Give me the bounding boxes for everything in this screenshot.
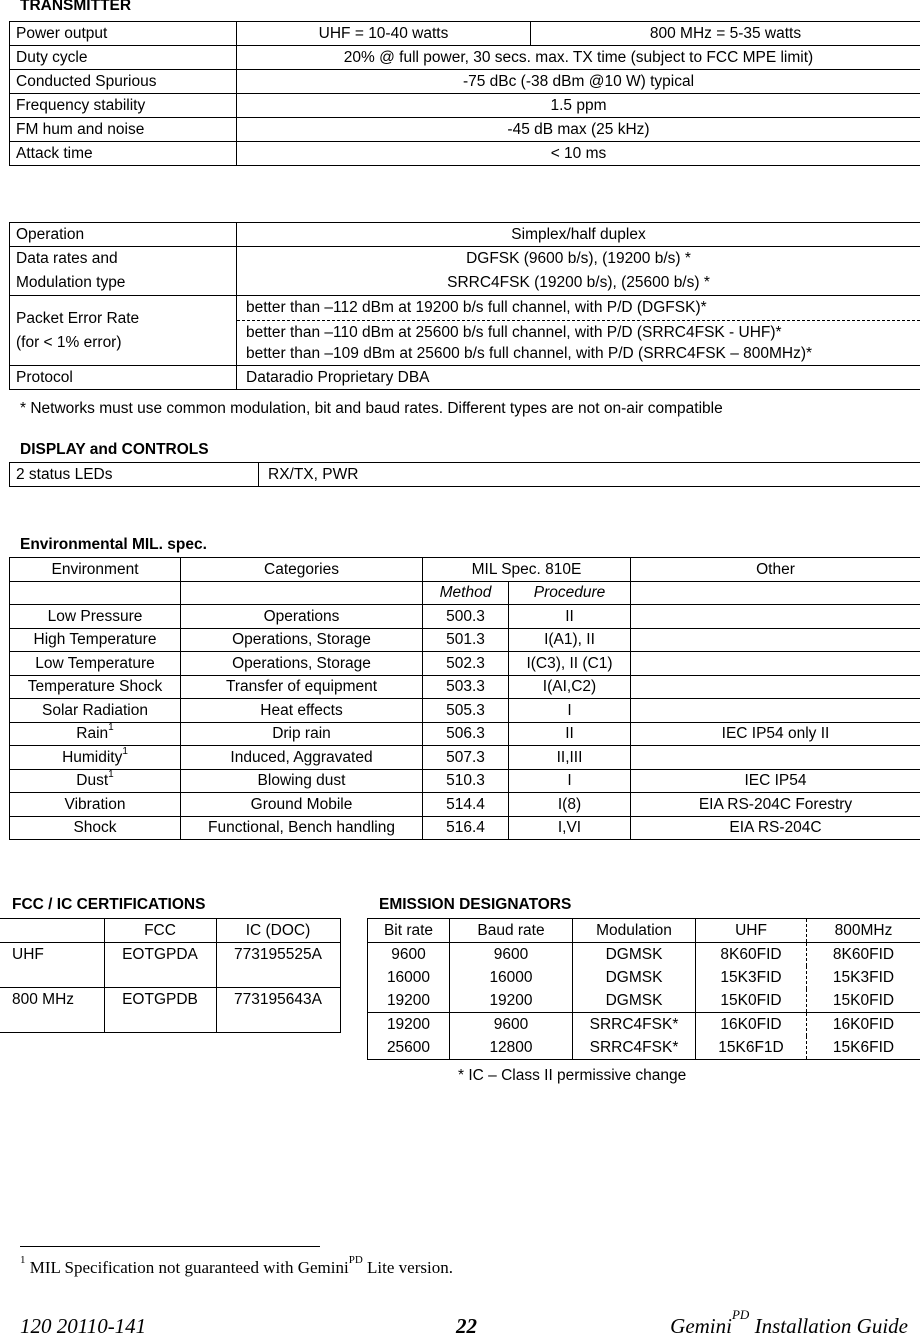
env-environment: Temperature Shock — [10, 675, 181, 699]
per-value-dgfsk: better than –112 dBm at 19200 b/s full channel, with P/D (DGFSK)* — [237, 296, 920, 321]
emission-uhf: 15K0FID — [696, 989, 807, 1013]
env-method: 503.3 — [423, 675, 509, 699]
env-method: 507.3 — [423, 746, 509, 770]
fcc-band: UHF — [0, 943, 104, 988]
spurious-label: Conducted Spurious — [10, 70, 237, 94]
env-environment: Shock — [10, 816, 181, 840]
env-header-environment: Environment — [10, 558, 181, 582]
emission-800mhz: 16K0FID — [807, 1013, 920, 1037]
env-category: Functional, Bench handling — [181, 816, 423, 840]
protocol-label: Protocol — [10, 366, 237, 390]
emission-header-baudrate: Baud rate — [450, 919, 573, 943]
env-procedure: I,VI — [509, 816, 631, 840]
table-row — [10, 296, 920, 321]
table-row — [368, 943, 920, 967]
table-row — [10, 142, 920, 166]
emission-bitrate: 16000 — [368, 966, 450, 989]
emission-modulation: DGMSK — [573, 966, 696, 989]
emission-uhf: 8K60FID — [696, 943, 807, 967]
table-row — [10, 581, 920, 605]
env-method: 510.3 — [423, 769, 509, 793]
page-number: 22 — [456, 1314, 477, 1339]
env-header-other: Other — [631, 558, 920, 582]
table-row — [368, 966, 920, 989]
environmental-table — [9, 557, 920, 840]
table-row — [10, 628, 920, 652]
env-procedure: I(AI,C2) — [509, 675, 631, 699]
env-category: Operations, Storage — [181, 628, 423, 652]
table-row — [10, 675, 920, 699]
duty-cycle-label: Duty cycle — [10, 46, 237, 70]
emission-baudrate: 16000 — [450, 966, 573, 989]
doc-number: 120 20110-141 — [20, 1314, 146, 1339]
env-other — [631, 652, 920, 676]
env-method: 516.4 — [423, 816, 509, 840]
footnote-divider — [20, 1246, 320, 1247]
per-value-srrc-800: better than –109 dBm at 25600 b/s full channel, with P/D (SRRC4FSK – 800MHz)* — [246, 343, 914, 364]
env-other: EIA RS-204C Forestry — [631, 793, 920, 817]
table-row — [10, 699, 920, 723]
env-other — [631, 746, 920, 770]
emission-header-800mhz: 800MHz — [807, 919, 920, 943]
env-header-procedure: Procedure — [509, 581, 631, 605]
table-row — [0, 988, 340, 1033]
table-row — [10, 558, 920, 582]
fcc-header-ic: IC (DOC) — [216, 919, 340, 943]
ic-id: 773195525A — [216, 943, 340, 988]
env-environment: Dust$^1$ — [10, 769, 181, 793]
env-header-categories: Categories — [181, 558, 423, 582]
env-header-method: Method — [423, 581, 509, 605]
table-row — [10, 22, 920, 46]
env-procedure: II — [509, 722, 631, 746]
env-procedure: II — [509, 605, 631, 629]
table-row — [10, 94, 920, 118]
table-row — [10, 247, 920, 296]
table-row — [368, 1013, 920, 1037]
env-environment: Vibration — [10, 793, 181, 817]
operation-label: Operation — [10, 223, 237, 247]
emission-uhf: 15K3FID — [696, 966, 807, 989]
fm-hum-value: -45 dB max (25 kHz) — [237, 118, 920, 142]
fcc-table — [0, 918, 341, 1033]
transmitter-table — [9, 21, 920, 166]
env-other: IEC IP54 only II — [631, 722, 920, 746]
networks-note: * Networks must use common modulation, bit and baud rates. Different types are not on-air compatible — [20, 400, 723, 418]
emission-800mhz: 15K3FID — [807, 966, 920, 989]
emission-header-modulation: Modulation — [573, 919, 696, 943]
emission-bitrate: 25600 — [368, 1036, 450, 1060]
env-other — [631, 605, 920, 629]
env-environment: Humidity$^1$ — [10, 746, 181, 770]
fcc-id: EOTGPDB — [104, 988, 216, 1033]
env-procedure: I(8) — [509, 793, 631, 817]
emission-note: * IC – Class II permissive change — [458, 1067, 686, 1085]
display-table — [9, 462, 920, 487]
env-environment: Low Temperature — [10, 652, 181, 676]
env-method: 514.4 — [423, 793, 509, 817]
table-row — [10, 793, 920, 817]
table-row — [10, 70, 920, 94]
emission-modulation: SRRC4FSK* — [573, 1013, 696, 1037]
duty-cycle-value: 20% @ full power, 30 secs. max. TX time (subject to FCC MPE limit) — [237, 46, 920, 70]
ic-id: 773195643A — [216, 988, 340, 1033]
fcc-band: 800 MHz — [0, 988, 104, 1033]
env-other — [631, 675, 920, 699]
env-method: 500.3 — [423, 605, 509, 629]
footnote-text: MIL Specification not guaranteed with Gemini — [26, 1258, 349, 1277]
env-category: Blowing dust — [181, 769, 423, 793]
display-heading: DISPLAY and CONTROLS — [20, 441, 209, 459]
env-method: 502.3 — [423, 652, 509, 676]
fcc-header-blank — [0, 919, 104, 943]
env-subheader-blank — [181, 581, 423, 605]
emission-baudrate: 9600 — [450, 1013, 573, 1037]
env-method: 501.3 — [423, 628, 509, 652]
spurious-value: -75 dBc (-38 dBm @10 W) typical — [237, 70, 920, 94]
rates-value-line-2: SRRC4FSK (19200 b/s), (25600 b/s) * — [243, 271, 914, 295]
env-procedure: II,III — [509, 746, 631, 770]
env-procedure: I — [509, 699, 631, 723]
env-other — [631, 628, 920, 652]
table-row — [10, 722, 920, 746]
env-category: Operations — [181, 605, 423, 629]
table-row — [10, 46, 920, 70]
environmental-heading: Environmental MIL. spec. — [20, 536, 207, 554]
emission-800mhz: 8K60FID — [807, 943, 920, 967]
emission-bitrate: 9600 — [368, 943, 450, 967]
emission-baudrate: 9600 — [450, 943, 573, 967]
emission-heading: EMISSION DESIGNATORS — [379, 896, 571, 914]
env-environment: Rain$^1$ — [10, 722, 181, 746]
transmitter-heading: TRANSMITTER — [20, 0, 131, 15]
table-row — [0, 943, 340, 988]
emission-baudrate: 12800 — [450, 1036, 573, 1060]
env-method: 505.3 — [423, 699, 509, 723]
env-category: Ground Mobile — [181, 793, 423, 817]
env-other — [631, 699, 920, 723]
guide-title: Gemini$^{PD}$ Installation Guide — [670, 1314, 908, 1339]
operation-value: Simplex/half duplex — [237, 223, 920, 247]
fcc-header-fcc: FCC — [104, 919, 216, 943]
power-output-label: Power output — [10, 22, 237, 46]
rates-label — [10, 247, 237, 296]
env-environment: Solar Radiation — [10, 699, 181, 723]
emission-bitrate: 19200 — [368, 989, 450, 1013]
env-category: Heat effects — [181, 699, 423, 723]
emission-uhf: 16K0FID — [696, 1013, 807, 1037]
table-row — [10, 605, 920, 629]
emission-uhf: 15K6F1D — [696, 1036, 807, 1060]
table-row — [0, 919, 340, 943]
table-row — [10, 769, 920, 793]
env-category: Drip rain — [181, 722, 423, 746]
env-procedure: I — [509, 769, 631, 793]
env-header-milspec: MIL Spec. 810E — [423, 558, 631, 582]
protocol-value: Dataradio Proprietary DBA — [237, 366, 920, 390]
per-label-line-2: (for < 1% error) — [16, 331, 230, 355]
frequency-stability-label: Frequency stability — [10, 94, 237, 118]
status-leds-label: 2 status LEDs — [10, 463, 259, 487]
status-leds-value: RX/TX, PWR — [259, 463, 920, 487]
operation-table — [9, 222, 920, 390]
power-output-uhf: UHF = 10-40 watts — [237, 22, 531, 46]
env-category: Operations, Storage — [181, 652, 423, 676]
env-category: Induced, Aggravated — [181, 746, 423, 770]
per-value-srrc-uhf: better than –110 dBm at 25600 b/s full channel, with P/D (SRRC4FSK - UHF)* — [246, 322, 914, 343]
env-environment: Low Pressure — [10, 605, 181, 629]
env-environment: High Temperature — [10, 628, 181, 652]
env-other: IEC IP54 — [631, 769, 920, 793]
table-row — [10, 652, 920, 676]
env-other: EIA RS-204C — [631, 816, 920, 840]
env-subheader-blank — [631, 581, 920, 605]
per-label-line-1: Packet Error Rate — [16, 307, 230, 331]
footnote-number: 1 — [20, 1254, 26, 1266]
rates-value — [237, 247, 920, 296]
table-row — [10, 463, 920, 487]
table-row — [10, 366, 920, 390]
fcc-heading: FCC / IC CERTIFICATIONS — [12, 896, 205, 914]
table-row — [368, 1036, 920, 1060]
env-procedure: I(C3), II (C1) — [509, 652, 631, 676]
emission-800mhz: 15K6FID — [807, 1036, 920, 1060]
env-subheader-blank — [10, 581, 181, 605]
rates-label-line-2: Modulation type — [16, 271, 230, 295]
env-method: 506.3 — [423, 722, 509, 746]
attack-time-value: < 10 ms — [237, 142, 920, 166]
emission-header-uhf: UHF — [696, 919, 807, 943]
footnote-text-end: Lite version. — [363, 1258, 453, 1277]
emission-header-bitrate: Bit rate — [368, 919, 450, 943]
table-row — [368, 919, 920, 943]
emission-800mhz: 15K0FID — [807, 989, 920, 1013]
env-category: Transfer of equipment — [181, 675, 423, 699]
rates-label-line-1: Data rates and — [16, 247, 230, 271]
per-value-srrc — [237, 321, 920, 366]
rates-value-line-1: DGFSK (9600 b/s), (19200 b/s) * — [243, 247, 914, 271]
emission-modulation: SRRC4FSK* — [573, 1036, 696, 1060]
emission-bitrate: 19200 — [368, 1013, 450, 1037]
footnote — [20, 1258, 453, 1278]
footnote-sup: PD — [349, 1254, 363, 1266]
table-row — [10, 816, 920, 840]
emission-baudrate: 19200 — [450, 989, 573, 1013]
emission-table — [367, 918, 920, 1060]
env-procedure: I(A1), II — [509, 628, 631, 652]
frequency-stability-value: 1.5 ppm — [237, 94, 920, 118]
table-row — [10, 118, 920, 142]
fcc-id: EOTGPDA — [104, 943, 216, 988]
attack-time-label: Attack time — [10, 142, 237, 166]
fm-hum-label: FM hum and noise — [10, 118, 237, 142]
table-row — [10, 223, 920, 247]
per-label — [10, 296, 237, 366]
table-row — [368, 989, 920, 1013]
emission-modulation: DGMSK — [573, 989, 696, 1013]
table-row — [10, 746, 920, 770]
power-output-800mhz: 800 MHz = 5-35 watts — [531, 22, 920, 46]
emission-modulation: DGMSK — [573, 943, 696, 967]
